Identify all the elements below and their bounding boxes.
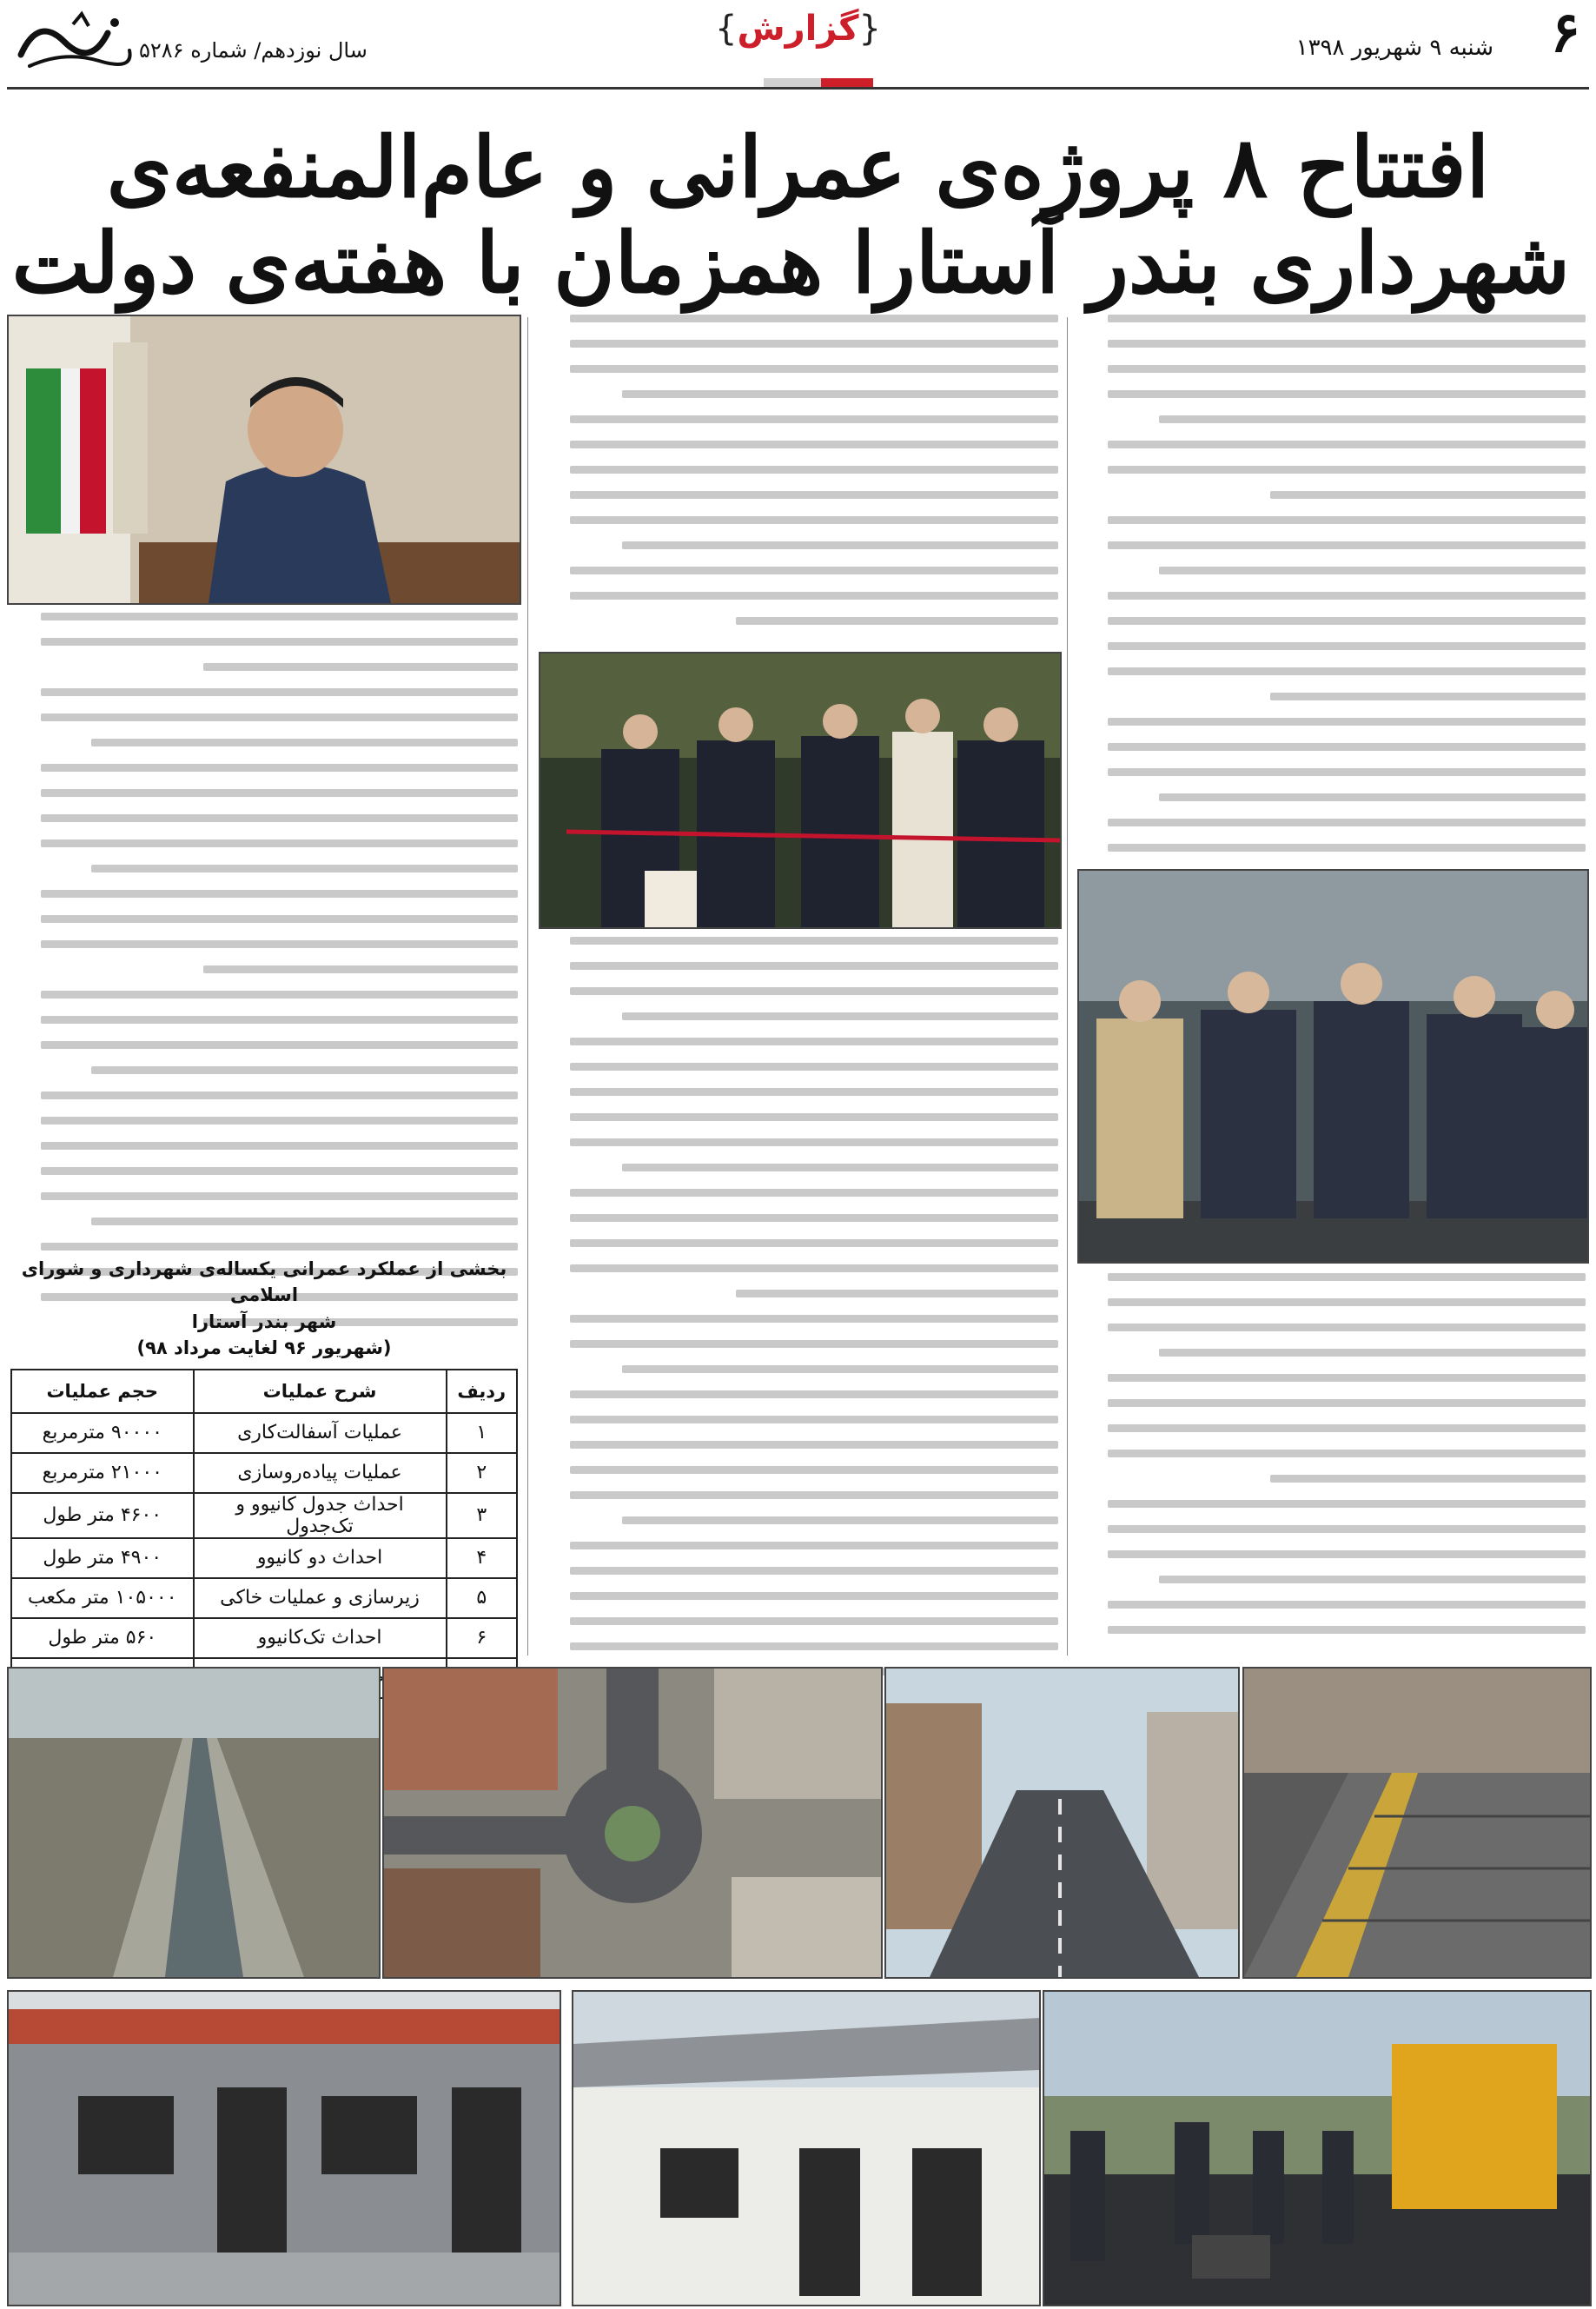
row-number: ۶ — [447, 1618, 517, 1658]
column-rule — [527, 317, 528, 1655]
headline-line-1: افتتاح ۸ پروژه‌ی عمرانی و عام‌المنفعه‌ی — [106, 118, 1490, 216]
headline-line-2: شهرداری بندر آستارا همزمان با هفته‌ی دولت — [11, 214, 1570, 312]
brace-left: } — [715, 9, 738, 49]
article-column-left — [10, 613, 518, 1251]
ceremony-photo-icon — [540, 654, 1060, 927]
page-number: ۶ — [1550, 0, 1580, 65]
row-number: ۲ — [447, 1453, 517, 1493]
officials-group-photo — [1077, 869, 1589, 1264]
row-volume: ۴۹۰۰ متر طول — [11, 1538, 194, 1578]
paragraph — [539, 1315, 1058, 1675]
newspaper-logo — [12, 7, 134, 76]
table-title-line-2: شهر بندر آستارا — [191, 1310, 337, 1332]
white-building-photo — [572, 1990, 1041, 2306]
article-column-right-bottom — [1077, 1273, 1586, 1655]
row-volume: ۴۶۰۰ متر طول — [11, 1493, 194, 1538]
building-photo-icon — [9, 1992, 560, 2305]
masthead — [0, 0, 1596, 87]
street-photo — [884, 1667, 1240, 1979]
row-number: ۱ — [447, 1413, 517, 1453]
masthead-rule — [7, 87, 1589, 90]
paragraph — [1077, 1273, 1586, 1483]
paragraph — [539, 315, 1058, 625]
issue-number: سال نوزدهم/ شماره ۵۲۸۶ — [139, 38, 368, 63]
article-column-middle-bottom — [539, 937, 1058, 1658]
table-row — [11, 1413, 517, 1453]
row-volume: ۵۶۰ متر طول — [11, 1618, 194, 1658]
stone-building-photo — [7, 1990, 561, 2306]
portrait-photo-icon — [9, 316, 520, 603]
row-volume: ۲۱۰۰۰ مترمربع — [11, 1453, 194, 1493]
brace-right: { — [858, 9, 881, 49]
canal-photo-icon — [9, 1669, 379, 1977]
paragraph — [1077, 1500, 1586, 1634]
paragraph — [1077, 516, 1586, 700]
row-description: عملیات پیاده‌روسازی — [194, 1453, 447, 1493]
paving-photo-icon — [1244, 1669, 1590, 1977]
row-description: احداث تک‌کانیوو — [194, 1618, 447, 1658]
row-description: عملیات آسفالت‌کاری — [194, 1413, 447, 1453]
header-row-number: ردیف — [447, 1370, 517, 1413]
aerial-roundabout-photo — [382, 1667, 883, 1979]
section-tag — [715, 9, 881, 49]
article-column-right-top — [1077, 315, 1586, 858]
group-photo-icon — [1079, 871, 1587, 1262]
article-column-middle-top — [539, 315, 1058, 645]
issue-date: شنبه ۹ شهریور ۱۳۹۸ — [1295, 35, 1493, 61]
row-description: زیرسازی و عملیات خاکی — [194, 1578, 447, 1618]
row-description: احداث دو کانیوو — [194, 1538, 447, 1578]
row-volume: ۱۰۵۰۰۰ متر مکعب — [11, 1578, 194, 1618]
projects-table-box — [10, 1256, 518, 1690]
table-row — [11, 1453, 517, 1493]
roadwork-photo-icon — [1044, 1992, 1590, 2305]
table-title-line-3: (شهریور ۹۶ لغایت مرداد ۹۸) — [136, 1337, 392, 1359]
section-underline — [764, 78, 873, 87]
row-number: ۵ — [447, 1578, 517, 1618]
table-row — [11, 1618, 517, 1658]
table-row — [11, 1493, 517, 1538]
canal-photo — [7, 1667, 381, 1979]
column-rule — [1067, 317, 1068, 1655]
logo-icon — [12, 7, 134, 76]
row-volume: ۹۰۰۰۰ مترمربع — [11, 1413, 194, 1453]
header-description: شرح عملیات — [194, 1370, 447, 1413]
section-label: گزارش — [737, 9, 859, 49]
paragraph — [539, 937, 1058, 1297]
ribbon-cutting-photo — [539, 652, 1062, 929]
paragraph — [1077, 315, 1586, 499]
projects-table — [10, 1369, 518, 1699]
paving-photo — [1242, 1667, 1592, 1979]
asphalt-work-photo — [1043, 1990, 1592, 2306]
table-header-row — [11, 1370, 517, 1413]
table-row — [11, 1538, 517, 1578]
aerial-photo-icon — [384, 1669, 881, 1977]
header-volume: حجم عملیات — [11, 1370, 194, 1413]
paragraph — [10, 613, 518, 973]
table-row — [11, 1578, 517, 1618]
row-description: احداث جدول کانیوو و تک‌جدول — [194, 1493, 447, 1538]
street-photo-icon — [886, 1669, 1238, 1977]
building-photo-icon — [573, 1992, 1039, 2305]
row-number: ۳ — [447, 1493, 517, 1538]
table-title-line-1: بخشی از عملکرد عمرانی یکساله‌ی شهرداری و شورای اسلامی — [21, 1258, 507, 1306]
row-number: ۴ — [447, 1538, 517, 1578]
mayor-portrait-photo — [7, 315, 521, 605]
